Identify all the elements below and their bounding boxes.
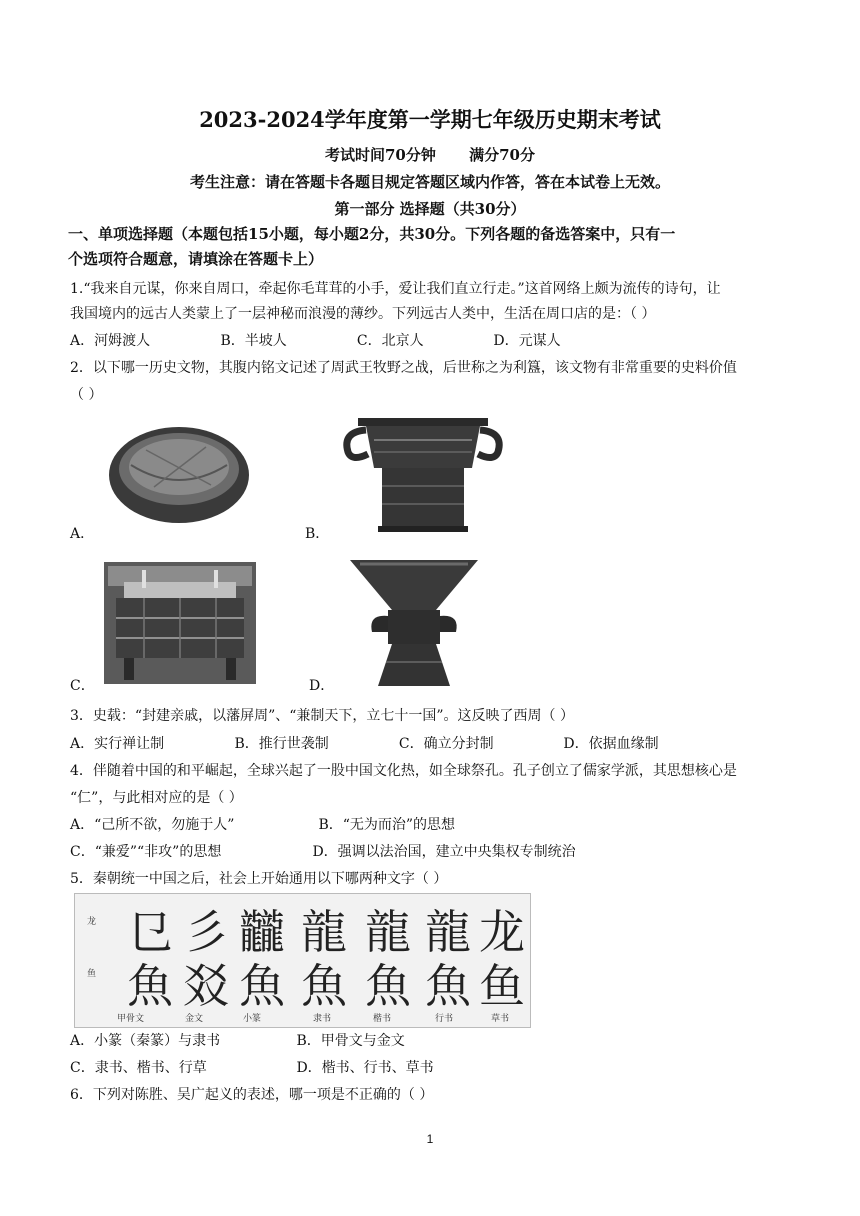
q2-stem-line1: 2．以下哪一历史文物，其腹内铭文记述了周武王牧野之战，后世称之为利簋，该文物有非常重要的史料价值 bbox=[70, 360, 737, 376]
glyph-fish-bronze: 㸚 bbox=[183, 959, 229, 1013]
q3-options bbox=[70, 734, 659, 754]
q5-option-b[interactable]: B．甲骨文与金文 bbox=[296, 1033, 405, 1049]
q1-stem-line1: 1.“我来自元谋，你来自周口，牵起你毛茸茸的小手，爱让我们直立行走。”这首网络上颇为流传的诗句，让 bbox=[70, 281, 721, 297]
q2-stem-line2: （ ） bbox=[70, 387, 103, 403]
artifact-zun-image bbox=[346, 556, 482, 690]
glyph-dragon-oracle: 㔾 bbox=[127, 905, 173, 959]
q4-stem-line2: “仁”，与此相对应的是（ ） bbox=[70, 790, 243, 806]
glyph-fish-regular: 魚 bbox=[365, 959, 411, 1013]
q3-option-b[interactable]: B．推行世袭制 bbox=[234, 736, 329, 752]
q4-options-row2 bbox=[70, 842, 576, 862]
glyph-dragon-clerical: 龍 bbox=[301, 905, 347, 959]
q4-option-b[interactable]: B．“无为而治”的思想 bbox=[318, 817, 456, 833]
section-heading-line1: 一、单项选择题（本题包括15小题，每小题2分，共30分。下列各题的备选答案中，只有一 bbox=[68, 225, 676, 243]
artifact-ligui-image bbox=[338, 408, 508, 536]
glyph-dragon-running: 龍 bbox=[425, 905, 471, 959]
section-heading-line2: 个选项符合题意，请填涂在答题卡上） bbox=[68, 250, 324, 268]
glyph-dragon-bronze: 彡 bbox=[183, 905, 229, 959]
q5-option-d[interactable]: D．楷书、行书、草书 bbox=[296, 1060, 434, 1076]
q5-stem: 5．秦朝统一中国之后，社会上开始通用以下哪两种文字（ ） bbox=[70, 871, 448, 887]
q5-options-row2 bbox=[70, 1058, 434, 1078]
q5-options-row1 bbox=[70, 1031, 405, 1051]
glyph-fish-cursive: 鱼 bbox=[479, 959, 525, 1013]
q4-option-d[interactable]: D．强调以法治国，建立中央集权专制统治 bbox=[312, 844, 576, 860]
q1-options bbox=[70, 331, 561, 351]
caption-cursive: 草书 bbox=[491, 1014, 510, 1024]
glyph-dragon-regular: 龍 bbox=[365, 905, 411, 959]
q2-option-d[interactable]: D． bbox=[309, 678, 335, 694]
q4-stem-line1: 4．伴随着中国的和平崛起，全球兴起了一股中国文化热，如全球祭孔。孔子创立了儒家学派，其思想核心是 bbox=[70, 763, 737, 779]
q5-option-a[interactable]: A．小篆（秦篆）与隶书 bbox=[70, 1033, 221, 1049]
caption-regular: 楷书 bbox=[373, 1014, 392, 1024]
caption-running: 行书 bbox=[435, 1014, 454, 1024]
caption-oracle: 甲骨文 bbox=[117, 1014, 145, 1024]
q1-option-c[interactable]: C．北京人 bbox=[356, 333, 424, 349]
glyph-dragon-seal: 龖 bbox=[239, 905, 285, 959]
q3-option-a[interactable]: A．实行禅让制 bbox=[70, 736, 165, 752]
exam-title: 2023-2024学年度第一学期七年级历史期末考试 bbox=[199, 107, 661, 132]
q3-option-d[interactable]: D．依据血缘制 bbox=[563, 736, 659, 752]
script-evolution-table bbox=[74, 893, 531, 1028]
q5-option-c[interactable]: C．隶书、楷书、行草 bbox=[70, 1060, 207, 1076]
row-label-fish: 鱼 bbox=[87, 969, 97, 979]
full-score: 满分70分 bbox=[469, 146, 535, 164]
q1-option-b[interactable]: B．半坡人 bbox=[220, 333, 287, 349]
exam-info bbox=[0, 144, 860, 165]
q4-options-row1 bbox=[70, 815, 455, 835]
page-number: 1 bbox=[426, 1132, 434, 1146]
q6-stem: 6．下列对陈胜、吴广起义的表述，哪一项是不正确的（ ） bbox=[70, 1087, 434, 1103]
exam-time: 考试时间70分钟 bbox=[325, 146, 436, 164]
exam-notice: 考生注意：请在答题卡各题目规定答题区域内作答，答在本试卷上无效。 bbox=[189, 173, 670, 191]
q4-option-a[interactable]: A．“己所不欲，勿施于人” bbox=[70, 817, 235, 833]
glyph-fish-clerical: 魚 bbox=[301, 959, 347, 1013]
glyph-fish-seal: 魚 bbox=[239, 959, 285, 1013]
caption-bronze: 金文 bbox=[185, 1014, 204, 1024]
glyph-fish-oracle: 魚 bbox=[127, 959, 173, 1013]
q1-option-d[interactable]: D．元谋人 bbox=[493, 333, 561, 349]
caption-seal: 小篆 bbox=[243, 1014, 262, 1024]
q2-option-a[interactable]: A． bbox=[70, 526, 95, 542]
q3-stem: 3．史载：“封建亲戚，以藩屏周”、“兼制天下，立七十一国”。这反映了西周（ ） bbox=[70, 708, 574, 724]
part-heading: 第一部分 选择题（共30分） bbox=[334, 200, 526, 218]
q1-stem-line2: 我国境内的远古人类蒙上了一层神秘而浪漫的薄纱。下列远古人类中，生活在周口店的是：（ ） bbox=[70, 306, 656, 322]
glyph-fish-running: 魚 bbox=[425, 959, 471, 1013]
caption-clerical: 隶书 bbox=[313, 1014, 332, 1024]
q2-option-c[interactable]: C． bbox=[70, 678, 95, 694]
q3-option-c[interactable]: C．确立分封制 bbox=[398, 736, 494, 752]
row-label-dragon: 龙 bbox=[87, 917, 97, 927]
q2-option-b[interactable]: B． bbox=[305, 526, 330, 542]
glyph-dragon-cursive: 龙 bbox=[479, 905, 525, 959]
artifact-ding-image bbox=[104, 562, 256, 684]
q1-option-a[interactable]: A．河姆渡人 bbox=[70, 333, 151, 349]
q4-option-c[interactable]: C．“兼爱”“非攻”的思想 bbox=[70, 844, 222, 860]
artifact-bowl-image bbox=[106, 425, 252, 531]
